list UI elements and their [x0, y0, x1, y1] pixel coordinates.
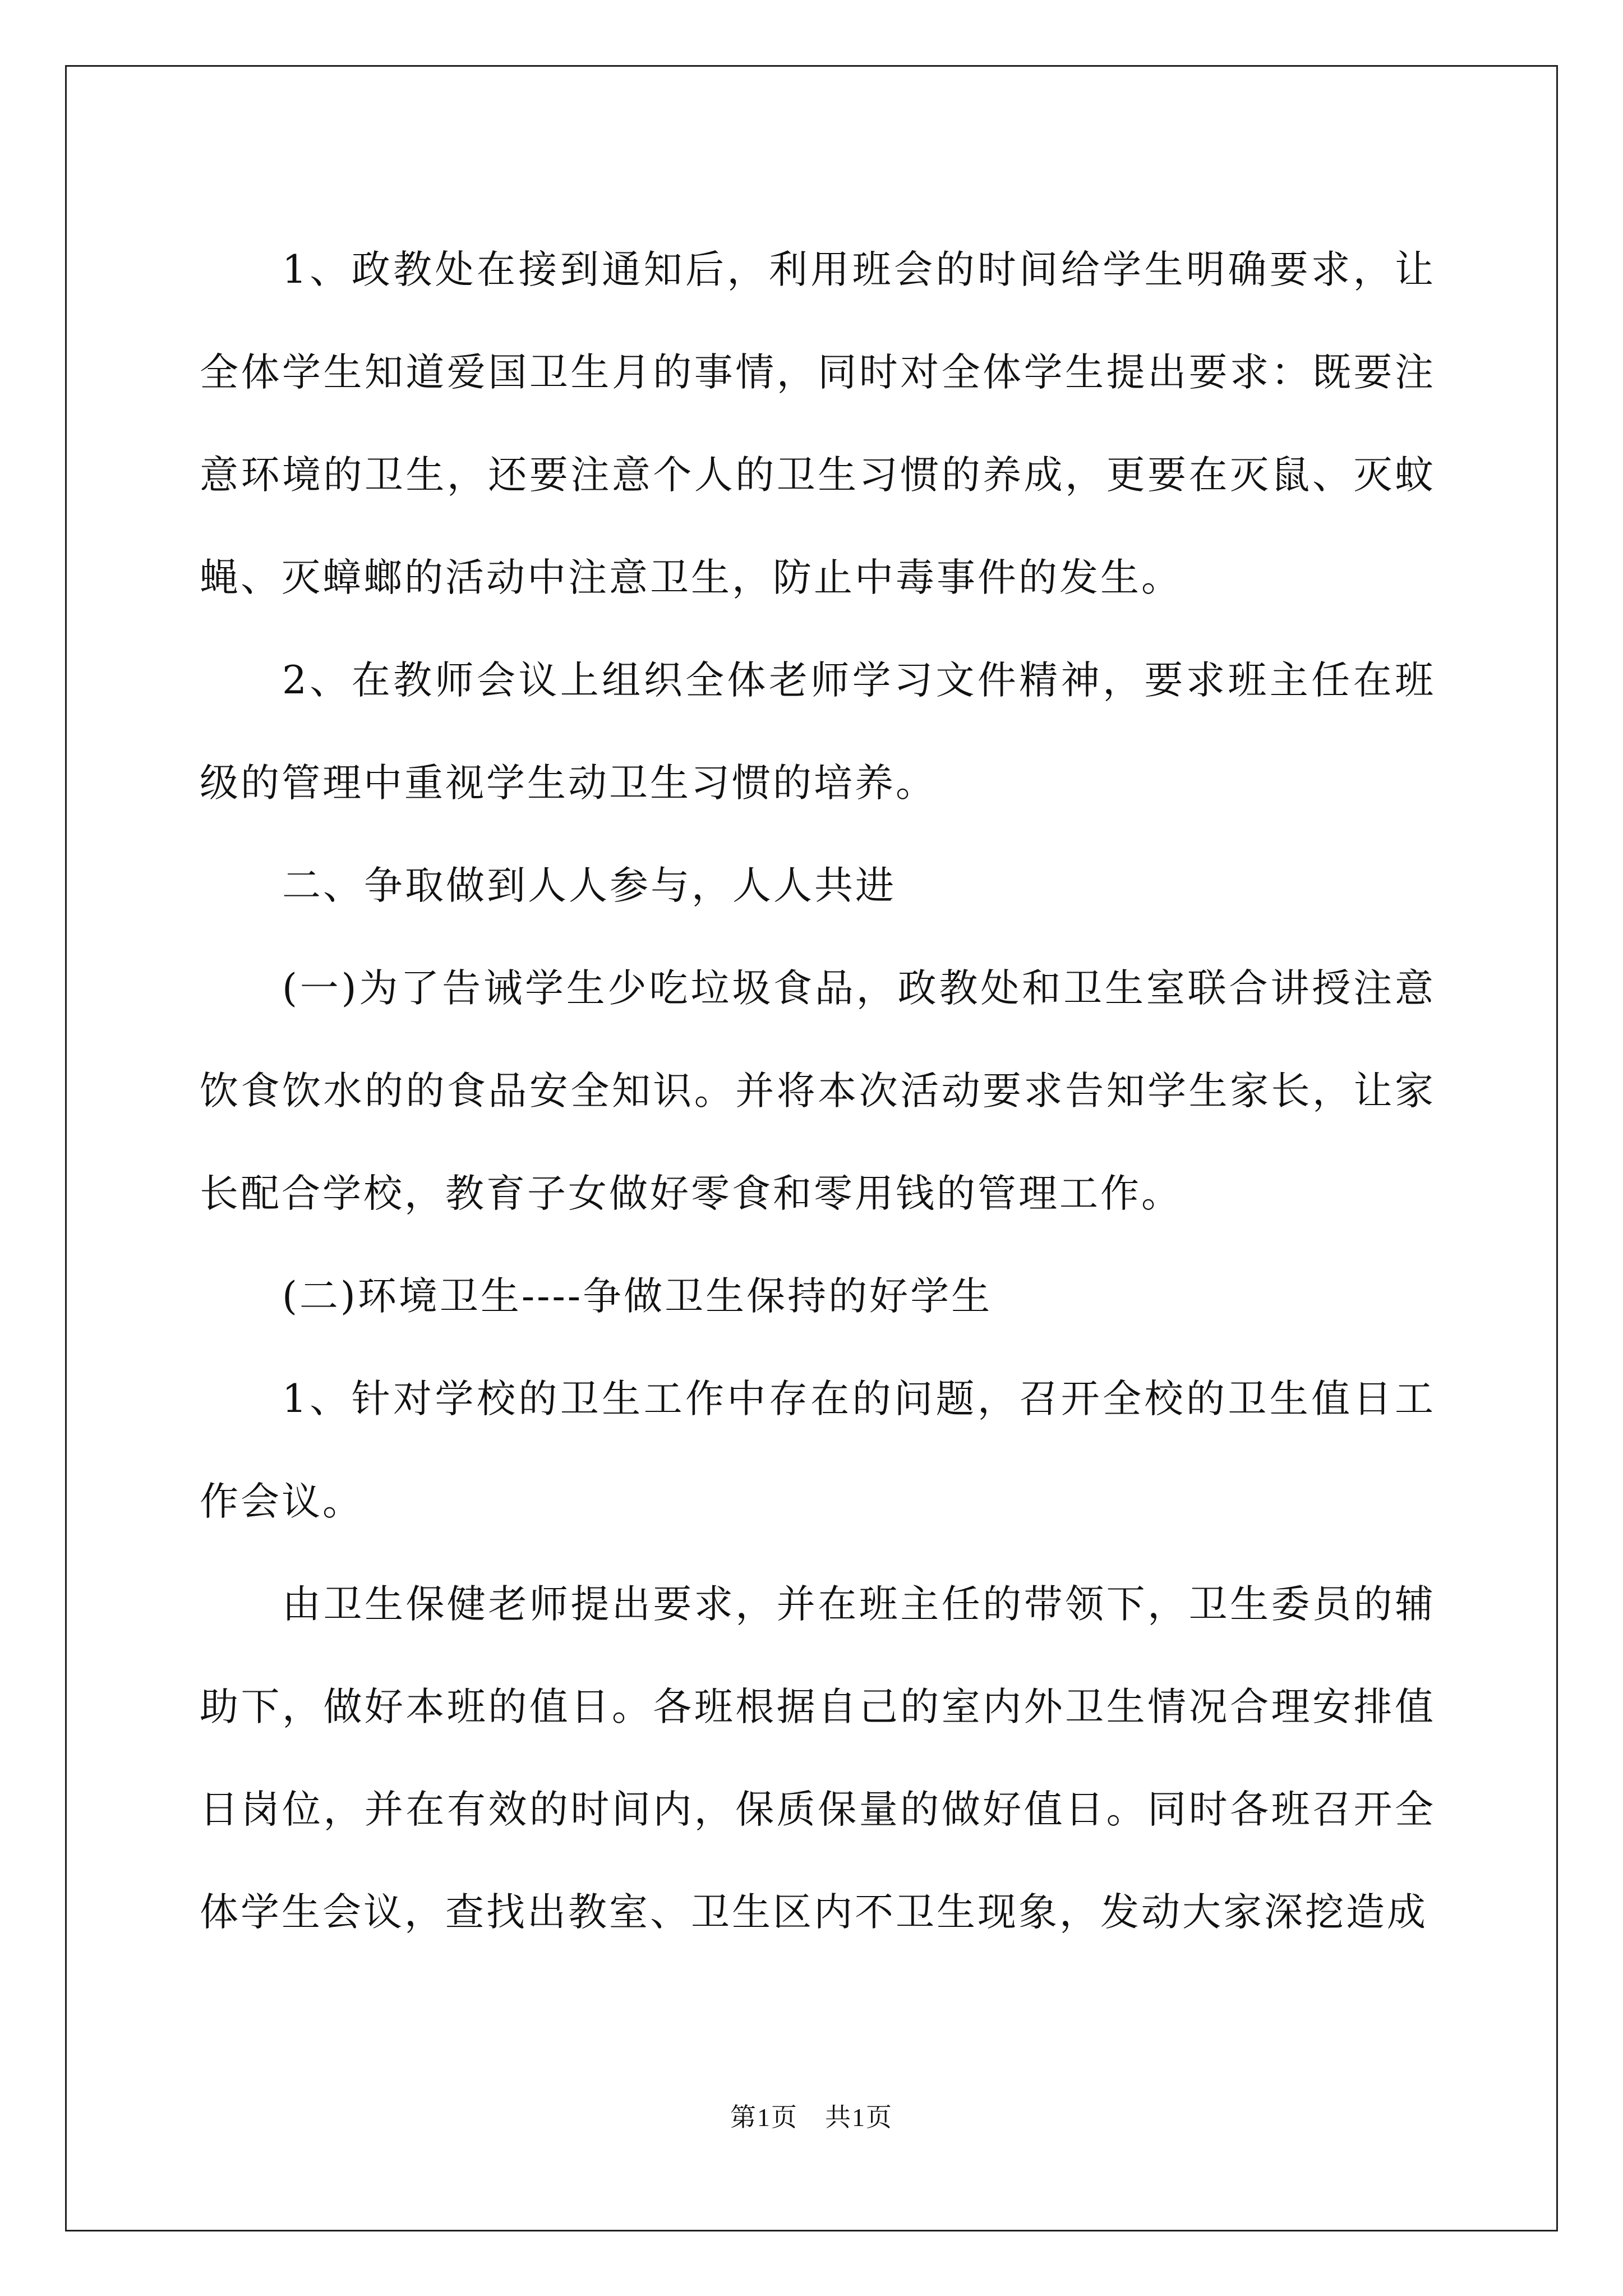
section-heading-2: 二、争取做到人人参与，人人共进 — [282, 863, 896, 908]
subsection-heading-2: (二)环境卫生----争做卫生保持的好学生 — [282, 1274, 993, 1319]
paragraph-1: 1、政教处在接到通知后，利用班会的时间给学生明确要求，让全体学生知道爱国卫生月的事情，同时对全体学生提出要求：既要注意环境的卫生，还要注意个人的卫生习惯的养成，更要在灭鼠、灭蚊蝇、灭蟑螂的活动中注意卫生，防止中毒事件的发生。 — [200, 247, 1436, 600]
page-footer: 第1页 共1页 — [730, 2103, 893, 2132]
paragraph-2: 2、在教师会议上组织全体老师学习文件精神，要求班主任在班级的管理中重视学生动卫生习惯的培养。 — [200, 658, 1436, 806]
paragraph-3: 1、针对学校的卫生工作中存在的问题，召开全校的卫生值日工作会议。 — [200, 1377, 1436, 1524]
document-body — [200, 219, 1436, 1964]
paragraph-4: 由卫生保健老师提出要求，并在班主任的带领下，卫生委员的辅助下，做好本班的值日。各班根据自己的室内外卫生情况合理安排值日岗位，并在有效的时间内，保质保量的做好值日。同时各班召开全体学生会议，查找出教室、卫生区内不卫生现象，发动大家深挖造成 — [200, 1582, 1436, 1935]
paragraph-subsection-1: (一)为了告诫学生少吃垃圾食品，政教处和卫生室联合讲授注意饮食饮水的的食品安全知识。并将本次活动要求告知学生家长，让家长配合学校，教育子女做好零食和零用钱的管理工作。 — [200, 966, 1436, 1216]
